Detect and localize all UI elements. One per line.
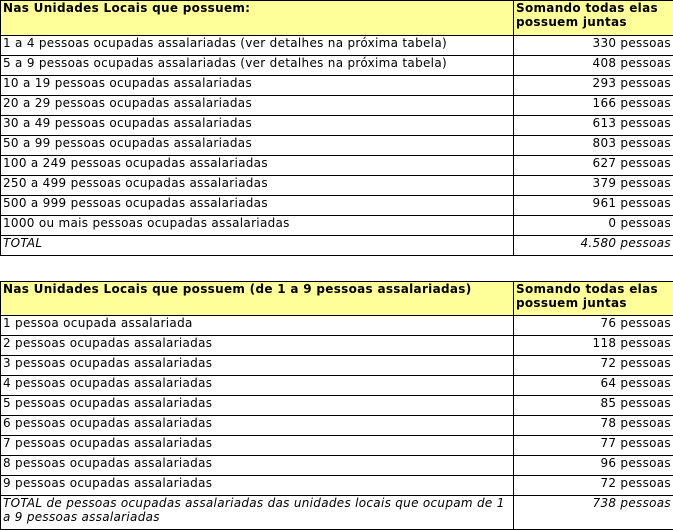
row-value: 72 pessoas <box>514 476 673 496</box>
header-value: Somando todas elas possuem juntas <box>514 282 673 316</box>
row-label: 500 a 999 pessoas ocupadas assalariadas <box>1 196 514 216</box>
row-value: 0 pessoas <box>514 216 673 236</box>
table-row <box>1 136 673 156</box>
row-label: 5 pessoas ocupadas assalariadas <box>1 396 514 416</box>
table-row <box>1 396 673 416</box>
table-header-row <box>1 282 673 316</box>
row-value: 330 pessoas <box>514 36 673 56</box>
table-row <box>1 56 673 76</box>
row-label: 3 pessoas ocupadas assalariadas <box>1 356 514 376</box>
table-row <box>1 176 673 196</box>
row-value: 78 pessoas <box>514 416 673 436</box>
table-row <box>1 216 673 236</box>
table-row <box>1 416 673 436</box>
row-value: 118 pessoas <box>514 336 673 356</box>
total-value: 738 pessoas <box>514 496 673 530</box>
table-row <box>1 116 673 136</box>
table-units-by-size <box>0 0 673 256</box>
row-value: 76 pessoas <box>514 316 673 336</box>
row-value: 293 pessoas <box>514 76 673 96</box>
row-label: 20 a 29 pessoas ocupadas assalariadas <box>1 96 514 116</box>
row-value: 85 pessoas <box>514 396 673 416</box>
header-label: Nas Unidades Locais que possuem: <box>1 1 514 36</box>
table-total-row <box>1 496 673 530</box>
total-value: 4.580 pessoas <box>514 236 673 256</box>
header-value: Somando todas elas possuem juntas <box>514 1 673 36</box>
row-value: 408 pessoas <box>514 56 673 76</box>
row-label: 6 pessoas ocupadas assalariadas <box>1 416 514 436</box>
row-label: 30 a 49 pessoas ocupadas assalariadas <box>1 116 514 136</box>
row-value: 803 pessoas <box>514 136 673 156</box>
row-value: 627 pessoas <box>514 156 673 176</box>
table-small-units-detail <box>0 281 673 530</box>
row-label: 100 a 249 pessoas ocupadas assalariadas <box>1 156 514 176</box>
table-row <box>1 476 673 496</box>
row-value: 613 pessoas <box>514 116 673 136</box>
table-row <box>1 376 673 396</box>
table-row <box>1 76 673 96</box>
total-label: TOTAL de pessoas ocupadas assalariadas das unidades locais que ocupam de 1 a 9 pessoas assalariadas <box>1 496 514 530</box>
table-total-row <box>1 236 673 256</box>
row-label: 250 a 499 pessoas ocupadas assalariadas <box>1 176 514 196</box>
row-label: 5 a 9 pessoas ocupadas assalariadas (ver detalhes na próxima tabela) <box>1 56 514 76</box>
table-row <box>1 436 673 456</box>
table-row <box>1 336 673 356</box>
row-label: 9 pessoas ocupadas assalariadas <box>1 476 514 496</box>
table-row <box>1 356 673 376</box>
header-label: Nas Unidades Locais que possuem (de 1 a 9 pessoas assalariadas) <box>1 282 514 316</box>
row-value: 64 pessoas <box>514 376 673 396</box>
table-row <box>1 316 673 336</box>
table-row <box>1 156 673 176</box>
row-label: 50 a 99 pessoas ocupadas assalariadas <box>1 136 514 156</box>
row-label: 1 pessoa ocupada assalariada <box>1 316 514 336</box>
row-value: 961 pessoas <box>514 196 673 216</box>
row-label: 4 pessoas ocupadas assalariadas <box>1 376 514 396</box>
table-row <box>1 96 673 116</box>
row-value: 379 pessoas <box>514 176 673 196</box>
table-row <box>1 36 673 56</box>
total-label: TOTAL <box>1 236 514 256</box>
row-label: 8 pessoas ocupadas assalariadas <box>1 456 514 476</box>
table-header-row <box>1 1 673 36</box>
row-value: 166 pessoas <box>514 96 673 116</box>
row-label: 1000 ou mais pessoas ocupadas assalariadas <box>1 216 514 236</box>
table-row <box>1 456 673 476</box>
row-value: 77 pessoas <box>514 436 673 456</box>
row-value: 96 pessoas <box>514 456 673 476</box>
row-label: 1 a 4 pessoas ocupadas assalariadas (ver detalhes na próxima tabela) <box>1 36 514 56</box>
row-label: 7 pessoas ocupadas assalariadas <box>1 436 514 456</box>
row-label: 2 pessoas ocupadas assalariadas <box>1 336 514 356</box>
row-value: 72 pessoas <box>514 356 673 376</box>
row-label: 10 a 19 pessoas ocupadas assalariadas <box>1 76 514 96</box>
table-row <box>1 196 673 216</box>
